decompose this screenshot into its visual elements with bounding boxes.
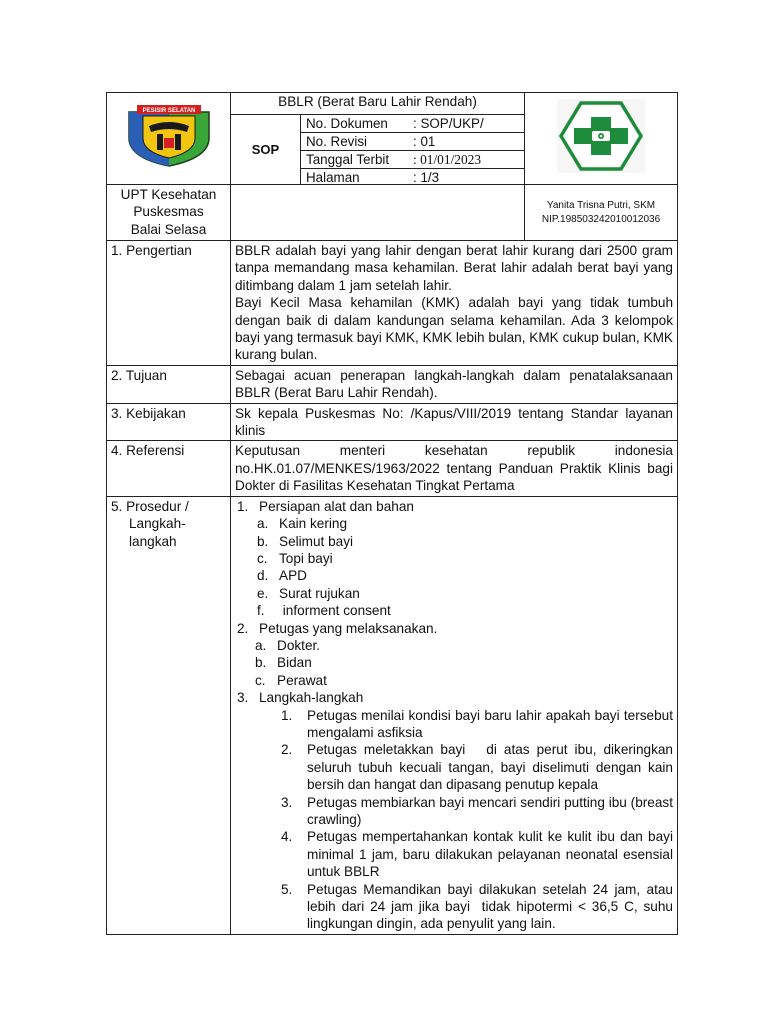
step-3-heading: 3. Langkah-langkah — [237, 690, 364, 706]
org-line-1: UPT Kesehatan — [120, 187, 217, 202]
puskesmas-logo-cell — [525, 93, 678, 185]
list-item: e. Surat rujukan — [257, 585, 360, 601]
step-3-list — [235, 707, 677, 933]
list-item: d. APD — [257, 568, 307, 584]
referensi-label: 4. Referensi — [107, 441, 231, 496]
referensi-text: Keputusan menteri kesehatan republik indonesia no.HK.01.07/MENKES/1963/2022 tentang Panduan Praktik Klinis bagi Dokter di Fasilitas Kesehatan Tingkat Pertama — [231, 441, 678, 496]
regency-logo-cell — [107, 93, 231, 185]
tujuan-label: 2. Tujuan — [107, 365, 231, 403]
doc-number-row: No. Dokumen : SOP/UKP/ — [301, 115, 524, 133]
blank-cell — [231, 185, 525, 241]
list-item: b. Bidan — [255, 655, 312, 671]
sop-label: SOP — [231, 115, 301, 184]
list-item: 1. Petugas menilai kondisi bayi baru lahir apakah bayi tersebut mengalami asfiksia — [281, 707, 673, 740]
list-item: a. Kain kering — [257, 516, 348, 532]
org-line-3: Balai Selasa — [130, 221, 207, 237]
sop-document-table — [106, 92, 678, 935]
list-item: 4. Petugas mempertahankan kontak kulit ke kulit ibu dan bayi minimal 1 jam, baru dilakukan pelayanan neonatal esensial untuk BBLR — [281, 829, 673, 880]
signatory-nip: NIP.198503242010012036 — [541, 213, 661, 225]
document-title: BBLR (Berat Baru Lahir Rendah) — [231, 93, 524, 115]
prosedur-label: 5. Prosedur / Langkah- langkah — [107, 496, 231, 934]
signatory-name: Yanita Trisna Putri, SKM — [546, 199, 656, 211]
list-item: c. Topi bayi — [257, 550, 333, 566]
issue-date-row: Tanggal Terbit : 01/01/2023 — [301, 151, 524, 169]
organization-cell — [107, 185, 231, 241]
list-item: c. Perawat — [255, 672, 327, 688]
pengertian-label: 1. Pengertian — [107, 241, 231, 366]
prosedur-content — [231, 496, 678, 934]
list-item: b. Selimut bayi — [257, 533, 354, 549]
kebijakan-label: 3. Kebijakan — [107, 403, 231, 441]
puskesmas-logo-icon — [557, 99, 645, 173]
list-item: 2. Petugas meletakkan bayi di atas perut ibu, dikeringkan seluruh tubuh kecuali tangan, bayi diselimuti dengan kain bersih dan hangat dan dipasang penutup kepala — [281, 742, 677, 793]
list-item: f. informent consent — [257, 603, 391, 619]
revision-row: No. Revisi : 01 — [301, 133, 524, 151]
document-info-table — [301, 115, 524, 186]
signatory-cell — [525, 185, 678, 241]
title-cell — [231, 93, 525, 185]
regency-shield-logo-icon — [127, 104, 211, 168]
step-1-heading: 1. Persiapan alat dan bahan — [237, 498, 414, 514]
pengertian-text — [231, 241, 678, 366]
kebijakan-text: Sk kepala Puskesmas No: /Kapus/VIII/2019 tentang Standar layanan klinis — [231, 403, 678, 441]
tujuan-text: Sebagai acuan penerapan langkah-langkah dalam penatalaksanaan BBLR (Berat Baru Lahir Rendah). — [231, 365, 678, 403]
pengertian-paragraph-1: BBLR adalah bayi yang lahir dengan berat lahir kurang dari 2500 gram tanpa memandang masa kehamilan. Berat lahir adalah berat bayi yang ditimbang dalam 1 jam setelah lahir. — [235, 243, 673, 293]
step-1-list — [235, 515, 673, 619]
list-item: 5. Petugas Memandikan bayi dilakukan setelah 24 jam, atau lebih dari 24 jam jika bayi tidak hipotermi < 36,5 C, suhu lingkungan dingin, ada penyulit yang lain. — [281, 881, 677, 932]
step-2-heading: 2. Petugas yang melaksanakan. — [237, 620, 438, 636]
pengertian-paragraph-2: Bayi Kecil Masa kehamilan (KMK) adalah bayi yang tidak tumbuh dengan baik di dalam kandungan selama kehamilan. Ada 3 kelompok bayi yang termasuk bayi KMK, KMK lebih bulan, KMK cukup bulan, KMK kurang bulan. — [235, 295, 673, 363]
step-2-list — [235, 637, 673, 689]
list-item: 3. Petugas membiarkan bayi mencari sendiri putting ibu (breast crawling) — [281, 794, 673, 827]
regency-banner-text: PESISIR SELATAN — [142, 108, 195, 115]
org-line-2: Puskesmas — [133, 204, 204, 220]
list-item: a. Dokter. — [255, 637, 321, 653]
page-row: Halaman : 1/3 — [301, 169, 524, 187]
